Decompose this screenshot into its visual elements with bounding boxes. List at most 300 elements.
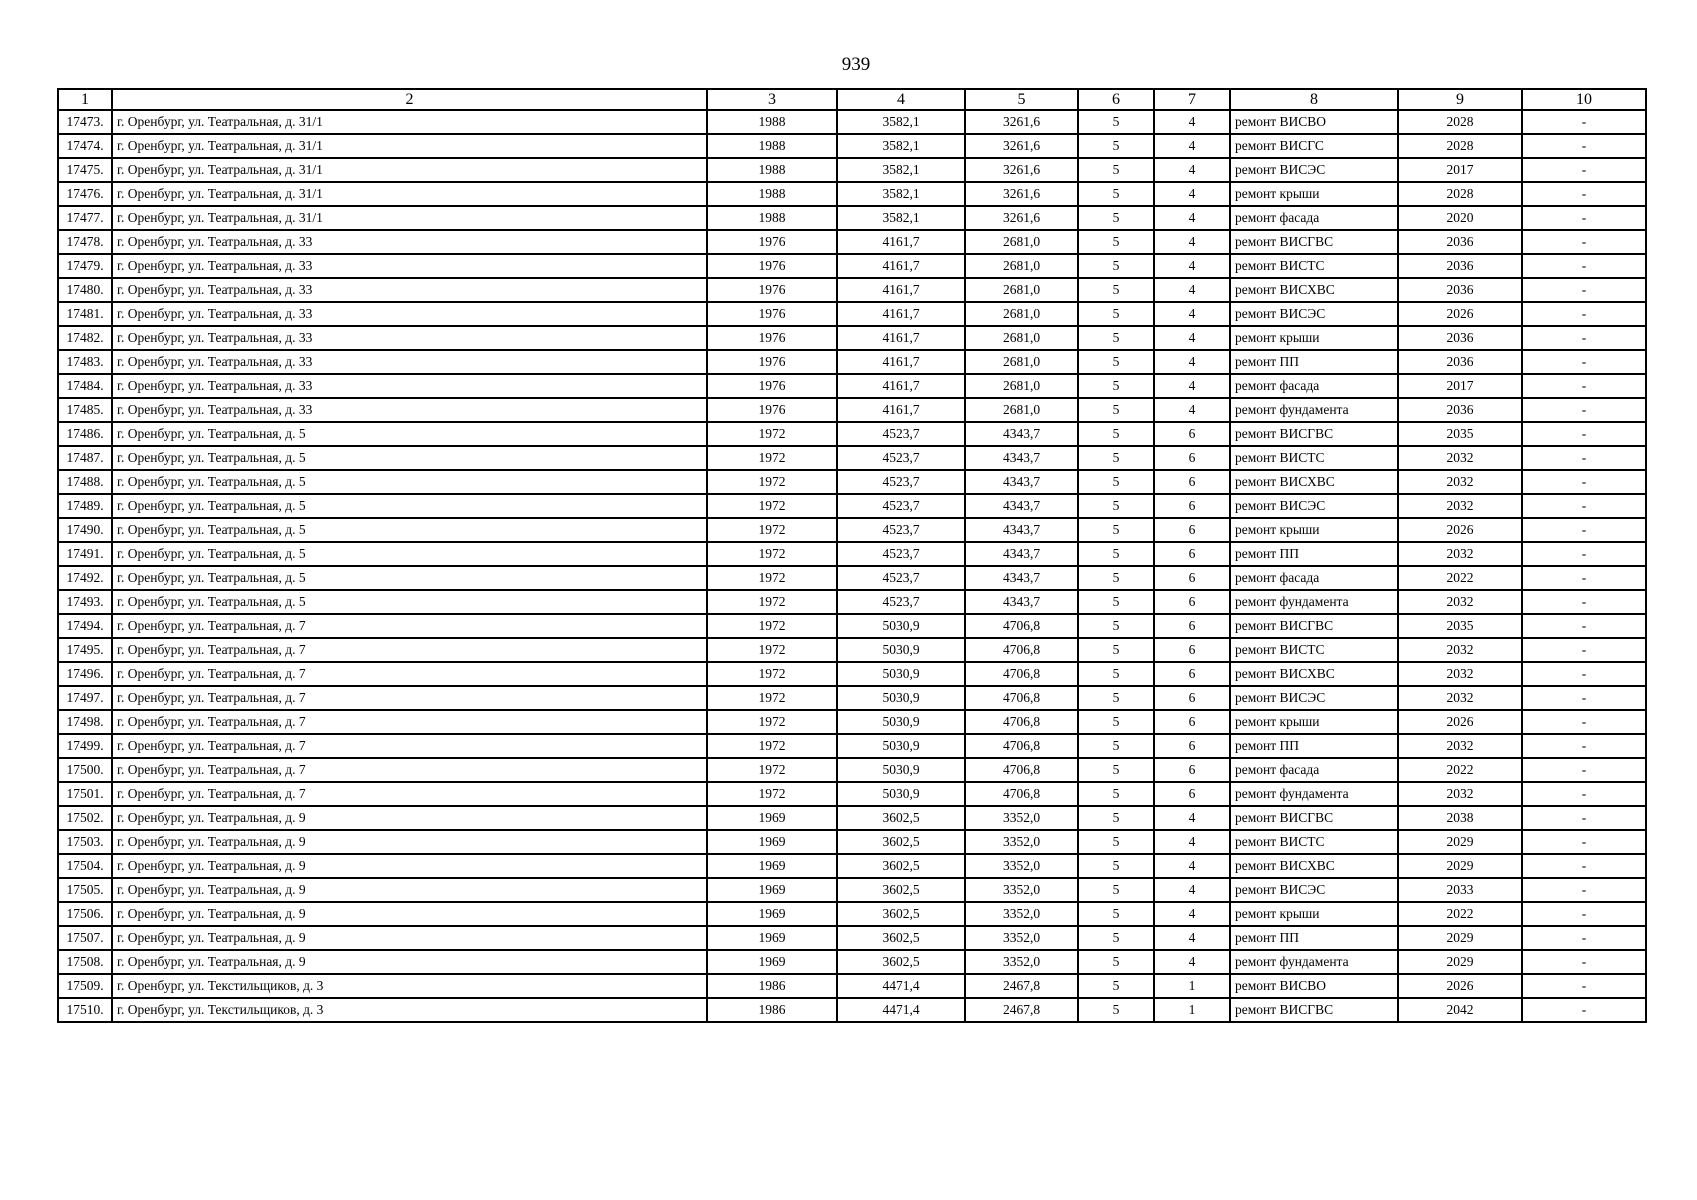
table-row xyxy=(58,974,1646,998)
table-row xyxy=(58,422,1646,446)
plan-year-cell: 2032 xyxy=(1398,782,1522,806)
column-header: 1 xyxy=(58,89,112,110)
area-total-cell: 3582,1 xyxy=(837,182,965,206)
column-header: 2 xyxy=(112,89,707,110)
table-row xyxy=(58,278,1646,302)
floors-cell: 5 xyxy=(1078,782,1154,806)
row-number: 17497. xyxy=(58,686,112,710)
note-cell: - xyxy=(1522,278,1646,302)
table-row xyxy=(58,878,1646,902)
table-row xyxy=(58,158,1646,182)
area-living-cell: 2681,0 xyxy=(965,302,1078,326)
address-cell: г. Оренбург, ул. Театральная, д. 5 xyxy=(112,518,707,542)
work-type-cell: ремонт фасада xyxy=(1230,206,1398,230)
page-number: 939 xyxy=(841,54,871,75)
year-cell: 1972 xyxy=(707,638,837,662)
row-number: 17480. xyxy=(58,278,112,302)
area-total-cell: 3582,1 xyxy=(837,158,965,182)
address-cell: г. Оренбург, ул. Театральная, д. 33 xyxy=(112,278,707,302)
floors-cell: 5 xyxy=(1078,974,1154,998)
area-total-cell: 3602,5 xyxy=(837,806,965,830)
row-number: 17486. xyxy=(58,422,112,446)
plan-year-cell: 2022 xyxy=(1398,566,1522,590)
table-row xyxy=(58,926,1646,950)
year-cell: 1969 xyxy=(707,854,837,878)
note-cell: - xyxy=(1522,710,1646,734)
table-row xyxy=(58,470,1646,494)
floors-cell: 5 xyxy=(1078,374,1154,398)
table-row xyxy=(58,614,1646,638)
floors-cell: 5 xyxy=(1078,254,1154,278)
row-number: 17475. xyxy=(58,158,112,182)
note-cell: - xyxy=(1522,782,1646,806)
entrances-cell: 4 xyxy=(1154,902,1230,926)
year-cell: 1976 xyxy=(707,374,837,398)
floors-cell: 5 xyxy=(1078,686,1154,710)
floors-cell: 5 xyxy=(1078,758,1154,782)
area-living-cell: 3352,0 xyxy=(965,854,1078,878)
address-cell: г. Оренбург, ул. Театральная, д. 7 xyxy=(112,758,707,782)
plan-year-cell: 2036 xyxy=(1398,254,1522,278)
year-cell: 1972 xyxy=(707,710,837,734)
table-row xyxy=(58,686,1646,710)
floors-cell: 5 xyxy=(1078,206,1154,230)
year-cell: 1972 xyxy=(707,446,837,470)
area-total-cell: 5030,9 xyxy=(837,782,965,806)
plan-year-cell: 2029 xyxy=(1398,926,1522,950)
floors-cell: 5 xyxy=(1078,302,1154,326)
area-total-cell: 5030,9 xyxy=(837,734,965,758)
row-number: 17510. xyxy=(58,998,112,1022)
note-cell: - xyxy=(1522,902,1646,926)
work-type-cell: ремонт фасада xyxy=(1230,374,1398,398)
floors-cell: 5 xyxy=(1078,566,1154,590)
area-total-cell: 3602,5 xyxy=(837,830,965,854)
note-cell: - xyxy=(1522,422,1646,446)
year-cell: 1976 xyxy=(707,278,837,302)
note-cell: - xyxy=(1522,734,1646,758)
entrances-cell: 6 xyxy=(1154,710,1230,734)
area-living-cell: 2681,0 xyxy=(965,398,1078,422)
address-cell: г. Оренбург, ул. Текстильщиков, д. 3 xyxy=(112,974,707,998)
plan-year-cell: 2036 xyxy=(1398,230,1522,254)
table-row xyxy=(58,494,1646,518)
floors-cell: 5 xyxy=(1078,734,1154,758)
area-living-cell: 4343,7 xyxy=(965,518,1078,542)
entrances-cell: 4 xyxy=(1154,158,1230,182)
plan-year-cell: 2042 xyxy=(1398,998,1522,1022)
work-type-cell: ремонт ВИСХВС xyxy=(1230,278,1398,302)
entrances-cell: 6 xyxy=(1154,590,1230,614)
row-number: 17478. xyxy=(58,230,112,254)
plan-year-cell: 2029 xyxy=(1398,830,1522,854)
table-row xyxy=(58,662,1646,686)
plan-year-cell: 2022 xyxy=(1398,758,1522,782)
row-number: 17495. xyxy=(58,638,112,662)
area-total-cell: 3602,5 xyxy=(837,854,965,878)
table-row xyxy=(58,134,1646,158)
work-type-cell: ремонт ВИСГВС xyxy=(1230,422,1398,446)
note-cell: - xyxy=(1522,326,1646,350)
address-cell: г. Оренбург, ул. Театральная, д. 7 xyxy=(112,782,707,806)
area-total-cell: 4523,7 xyxy=(837,518,965,542)
year-cell: 1986 xyxy=(707,974,837,998)
entrances-cell: 4 xyxy=(1154,326,1230,350)
row-number: 17492. xyxy=(58,566,112,590)
plan-year-cell: 2020 xyxy=(1398,206,1522,230)
area-living-cell: 4343,7 xyxy=(965,590,1078,614)
note-cell: - xyxy=(1522,158,1646,182)
year-cell: 1969 xyxy=(707,950,837,974)
area-living-cell: 3261,6 xyxy=(965,158,1078,182)
year-cell: 1969 xyxy=(707,902,837,926)
area-living-cell: 3352,0 xyxy=(965,902,1078,926)
address-cell: г. Оренбург, ул. Театральная, д. 31/1 xyxy=(112,182,707,206)
entrances-cell: 6 xyxy=(1154,734,1230,758)
row-number: 17485. xyxy=(58,398,112,422)
entrances-cell: 4 xyxy=(1154,398,1230,422)
address-cell: г. Оренбург, ул. Театральная, д. 31/1 xyxy=(112,158,707,182)
work-type-cell: ремонт ВИСЭС xyxy=(1230,878,1398,902)
entrances-cell: 4 xyxy=(1154,350,1230,374)
area-total-cell: 3602,5 xyxy=(837,878,965,902)
address-cell: г. Оренбург, ул. Театральная, д. 9 xyxy=(112,830,707,854)
row-number: 17477. xyxy=(58,206,112,230)
note-cell: - xyxy=(1522,110,1646,134)
area-living-cell: 4706,8 xyxy=(965,614,1078,638)
entrances-cell: 4 xyxy=(1154,926,1230,950)
address-cell: г. Оренбург, ул. Театральная, д. 9 xyxy=(112,902,707,926)
floors-cell: 5 xyxy=(1078,134,1154,158)
entrances-cell: 4 xyxy=(1154,206,1230,230)
area-total-cell: 3582,1 xyxy=(837,206,965,230)
floors-cell: 5 xyxy=(1078,998,1154,1022)
area-living-cell: 2467,8 xyxy=(965,998,1078,1022)
work-type-cell: ремонт крыши xyxy=(1230,902,1398,926)
area-living-cell: 3352,0 xyxy=(965,830,1078,854)
area-living-cell: 4706,8 xyxy=(965,782,1078,806)
plan-year-cell: 2032 xyxy=(1398,638,1522,662)
column-header: 10 xyxy=(1522,89,1646,110)
year-cell: 1972 xyxy=(707,422,837,446)
table-row xyxy=(58,830,1646,854)
table-row xyxy=(58,302,1646,326)
area-living-cell: 2681,0 xyxy=(965,350,1078,374)
area-living-cell: 4343,7 xyxy=(965,446,1078,470)
plan-year-cell: 2032 xyxy=(1398,590,1522,614)
area-total-cell: 4471,4 xyxy=(837,974,965,998)
plan-year-cell: 2035 xyxy=(1398,614,1522,638)
work-type-cell: ремонт крыши xyxy=(1230,518,1398,542)
plan-year-cell: 2026 xyxy=(1398,518,1522,542)
column-header: 6 xyxy=(1078,89,1154,110)
row-number: 17476. xyxy=(58,182,112,206)
work-type-cell: ремонт ПП xyxy=(1230,350,1398,374)
floors-cell: 5 xyxy=(1078,110,1154,134)
plan-year-cell: 2032 xyxy=(1398,734,1522,758)
entrances-cell: 4 xyxy=(1154,878,1230,902)
plan-year-cell: 2026 xyxy=(1398,974,1522,998)
floors-cell: 5 xyxy=(1078,470,1154,494)
entrances-cell: 6 xyxy=(1154,518,1230,542)
area-living-cell: 4343,7 xyxy=(965,422,1078,446)
plan-year-cell: 2035 xyxy=(1398,422,1522,446)
plan-year-cell: 2017 xyxy=(1398,158,1522,182)
plan-year-cell: 2032 xyxy=(1398,446,1522,470)
floors-cell: 5 xyxy=(1078,806,1154,830)
row-number: 17504. xyxy=(58,854,112,878)
address-cell: г. Оренбург, ул. Театральная, д. 33 xyxy=(112,374,707,398)
area-total-cell: 4161,7 xyxy=(837,230,965,254)
year-cell: 1976 xyxy=(707,302,837,326)
row-number: 17505. xyxy=(58,878,112,902)
note-cell: - xyxy=(1522,830,1646,854)
year-cell: 1972 xyxy=(707,662,837,686)
floors-cell: 5 xyxy=(1078,830,1154,854)
note-cell: - xyxy=(1522,950,1646,974)
address-cell: г. Оренбург, ул. Театральная, д. 5 xyxy=(112,542,707,566)
year-cell: 1972 xyxy=(707,686,837,710)
area-total-cell: 4523,7 xyxy=(837,422,965,446)
table-row xyxy=(58,950,1646,974)
work-type-cell: ремонт фасада xyxy=(1230,566,1398,590)
area-living-cell: 2681,0 xyxy=(965,374,1078,398)
plan-year-cell: 2032 xyxy=(1398,542,1522,566)
note-cell: - xyxy=(1522,182,1646,206)
address-cell: г. Оренбург, ул. Театральная, д. 5 xyxy=(112,566,707,590)
year-cell: 1976 xyxy=(707,326,837,350)
area-living-cell: 4706,8 xyxy=(965,662,1078,686)
note-cell: - xyxy=(1522,206,1646,230)
address-cell: г. Оренбург, ул. Театральная, д. 33 xyxy=(112,302,707,326)
year-cell: 1976 xyxy=(707,254,837,278)
area-total-cell: 3582,1 xyxy=(837,134,965,158)
note-cell: - xyxy=(1522,926,1646,950)
column-header: 7 xyxy=(1154,89,1230,110)
year-cell: 1972 xyxy=(707,758,837,782)
note-cell: - xyxy=(1522,374,1646,398)
address-cell: г. Оренбург, ул. Театральная, д. 5 xyxy=(112,470,707,494)
table-row xyxy=(58,110,1646,134)
work-type-cell: ремонт фундамента xyxy=(1230,782,1398,806)
plan-year-cell: 2036 xyxy=(1398,350,1522,374)
plan-year-cell: 2026 xyxy=(1398,302,1522,326)
row-number: 17506. xyxy=(58,902,112,926)
floors-cell: 5 xyxy=(1078,950,1154,974)
area-total-cell: 3602,5 xyxy=(837,950,965,974)
work-type-cell: ремонт ВИСХВС xyxy=(1230,854,1398,878)
address-cell: г. Оренбург, ул. Театральная, д. 5 xyxy=(112,494,707,518)
area-total-cell: 5030,9 xyxy=(837,638,965,662)
address-cell: г. Оренбург, ул. Театральная, д. 9 xyxy=(112,926,707,950)
area-total-cell: 4161,7 xyxy=(837,350,965,374)
entrances-cell: 4 xyxy=(1154,854,1230,878)
table-row xyxy=(58,902,1646,926)
plan-year-cell: 2038 xyxy=(1398,806,1522,830)
floors-cell: 5 xyxy=(1078,398,1154,422)
plan-year-cell: 2036 xyxy=(1398,398,1522,422)
row-number: 17489. xyxy=(58,494,112,518)
floors-cell: 5 xyxy=(1078,446,1154,470)
plan-year-cell: 2028 xyxy=(1398,134,1522,158)
address-cell: г. Оренбург, ул. Театральная, д. 7 xyxy=(112,734,707,758)
area-total-cell: 5030,9 xyxy=(837,662,965,686)
plan-year-cell: 2022 xyxy=(1398,902,1522,926)
floors-cell: 5 xyxy=(1078,878,1154,902)
floors-cell: 5 xyxy=(1078,422,1154,446)
area-total-cell: 4523,7 xyxy=(837,494,965,518)
address-cell: г. Оренбург, ул. Театральная, д. 31/1 xyxy=(112,134,707,158)
address-cell: г. Оренбург, ул. Театральная, д. 33 xyxy=(112,254,707,278)
plan-year-cell: 2032 xyxy=(1398,662,1522,686)
table-row xyxy=(58,782,1646,806)
year-cell: 1972 xyxy=(707,542,837,566)
work-type-cell: ремонт ПП xyxy=(1230,734,1398,758)
entrances-cell: 4 xyxy=(1154,110,1230,134)
plan-year-cell: 2032 xyxy=(1398,494,1522,518)
note-cell: - xyxy=(1522,662,1646,686)
row-number: 17496. xyxy=(58,662,112,686)
year-cell: 1969 xyxy=(707,806,837,830)
address-cell: г. Оренбург, ул. Театральная, д. 31/1 xyxy=(112,206,707,230)
area-total-cell: 4161,7 xyxy=(837,326,965,350)
work-type-cell: ремонт ВИСТС xyxy=(1230,446,1398,470)
entrances-cell: 6 xyxy=(1154,446,1230,470)
table-body xyxy=(58,110,1646,1022)
work-type-cell: ремонт ВИСХВС xyxy=(1230,662,1398,686)
area-living-cell: 2681,0 xyxy=(965,326,1078,350)
note-cell: - xyxy=(1522,398,1646,422)
row-number: 17490. xyxy=(58,518,112,542)
row-number: 17488. xyxy=(58,470,112,494)
floors-cell: 5 xyxy=(1078,662,1154,686)
year-cell: 1988 xyxy=(707,158,837,182)
column-header: 4 xyxy=(837,89,965,110)
row-number: 17500. xyxy=(58,758,112,782)
entrances-cell: 4 xyxy=(1154,374,1230,398)
address-cell: г. Оренбург, ул. Театральная, д. 33 xyxy=(112,398,707,422)
entrances-cell: 4 xyxy=(1154,830,1230,854)
table-header-row xyxy=(58,89,1646,110)
row-number: 17502. xyxy=(58,806,112,830)
work-type-cell: ремонт ВИСВО xyxy=(1230,974,1398,998)
plan-year-cell: 2017 xyxy=(1398,374,1522,398)
table-row xyxy=(58,998,1646,1022)
note-cell: - xyxy=(1522,254,1646,278)
table-row xyxy=(58,710,1646,734)
work-type-cell: ремонт ВИСГВС xyxy=(1230,998,1398,1022)
year-cell: 1972 xyxy=(707,494,837,518)
address-cell: г. Оренбург, ул. Театральная, д. 7 xyxy=(112,662,707,686)
area-total-cell: 3602,5 xyxy=(837,926,965,950)
address-cell: г. Оренбург, ул. Театральная, д. 33 xyxy=(112,326,707,350)
work-type-cell: ремонт крыши xyxy=(1230,182,1398,206)
area-living-cell: 3352,0 xyxy=(965,950,1078,974)
entrances-cell: 4 xyxy=(1154,302,1230,326)
year-cell: 1972 xyxy=(707,782,837,806)
table-row xyxy=(58,326,1646,350)
note-cell: - xyxy=(1522,614,1646,638)
floors-cell: 5 xyxy=(1078,350,1154,374)
note-cell: - xyxy=(1522,230,1646,254)
table-row xyxy=(58,542,1646,566)
row-number: 17483. xyxy=(58,350,112,374)
table-row xyxy=(58,230,1646,254)
table-row xyxy=(58,398,1646,422)
floors-cell: 5 xyxy=(1078,518,1154,542)
entrances-cell: 6 xyxy=(1154,566,1230,590)
floors-cell: 5 xyxy=(1078,926,1154,950)
column-header: 8 xyxy=(1230,89,1398,110)
table-row xyxy=(58,254,1646,278)
area-living-cell: 2467,8 xyxy=(965,974,1078,998)
plan-year-cell: 2029 xyxy=(1398,950,1522,974)
year-cell: 1972 xyxy=(707,566,837,590)
address-cell: г. Оренбург, ул. Театральная, д. 9 xyxy=(112,854,707,878)
column-header: 3 xyxy=(707,89,837,110)
work-type-cell: ремонт ВИСЭС xyxy=(1230,686,1398,710)
floors-cell: 5 xyxy=(1078,902,1154,926)
table-row xyxy=(58,758,1646,782)
note-cell: - xyxy=(1522,998,1646,1022)
area-living-cell: 4706,8 xyxy=(965,734,1078,758)
area-total-cell: 4161,7 xyxy=(837,374,965,398)
row-number: 17474. xyxy=(58,134,112,158)
row-number: 17479. xyxy=(58,254,112,278)
entrances-cell: 6 xyxy=(1154,638,1230,662)
plan-year-cell: 2036 xyxy=(1398,326,1522,350)
floors-cell: 5 xyxy=(1078,638,1154,662)
floors-cell: 5 xyxy=(1078,326,1154,350)
note-cell: - xyxy=(1522,302,1646,326)
year-cell: 1976 xyxy=(707,230,837,254)
area-total-cell: 4523,7 xyxy=(837,446,965,470)
work-type-cell: ремонт фундамента xyxy=(1230,950,1398,974)
column-header: 5 xyxy=(965,89,1078,110)
area-living-cell: 4706,8 xyxy=(965,758,1078,782)
area-living-cell: 4343,7 xyxy=(965,566,1078,590)
note-cell: - xyxy=(1522,590,1646,614)
table-row xyxy=(58,182,1646,206)
year-cell: 1988 xyxy=(707,182,837,206)
address-cell: г. Оренбург, ул. Театральная, д. 33 xyxy=(112,230,707,254)
area-total-cell: 5030,9 xyxy=(837,710,965,734)
year-cell: 1972 xyxy=(707,734,837,758)
area-living-cell: 3352,0 xyxy=(965,926,1078,950)
year-cell: 1972 xyxy=(707,470,837,494)
work-type-cell: ремонт ВИСХВС xyxy=(1230,470,1398,494)
year-cell: 1969 xyxy=(707,878,837,902)
row-number: 17507. xyxy=(58,926,112,950)
table-row xyxy=(58,350,1646,374)
address-cell: г. Оренбург, ул. Театральная, д. 7 xyxy=(112,710,707,734)
year-cell: 1969 xyxy=(707,830,837,854)
address-cell: г. Оренбург, ул. Текстильщиков, д. 3 xyxy=(112,998,707,1022)
address-cell: г. Оренбург, ул. Театральная, д. 9 xyxy=(112,878,707,902)
note-cell: - xyxy=(1522,566,1646,590)
entrances-cell: 4 xyxy=(1154,806,1230,830)
row-number: 17503. xyxy=(58,830,112,854)
entrances-cell: 6 xyxy=(1154,614,1230,638)
table-row xyxy=(58,446,1646,470)
floors-cell: 5 xyxy=(1078,710,1154,734)
area-total-cell: 4523,7 xyxy=(837,470,965,494)
year-cell: 1988 xyxy=(707,110,837,134)
floors-cell: 5 xyxy=(1078,854,1154,878)
year-cell: 1972 xyxy=(707,518,837,542)
area-total-cell: 4161,7 xyxy=(837,278,965,302)
year-cell: 1986 xyxy=(707,998,837,1022)
